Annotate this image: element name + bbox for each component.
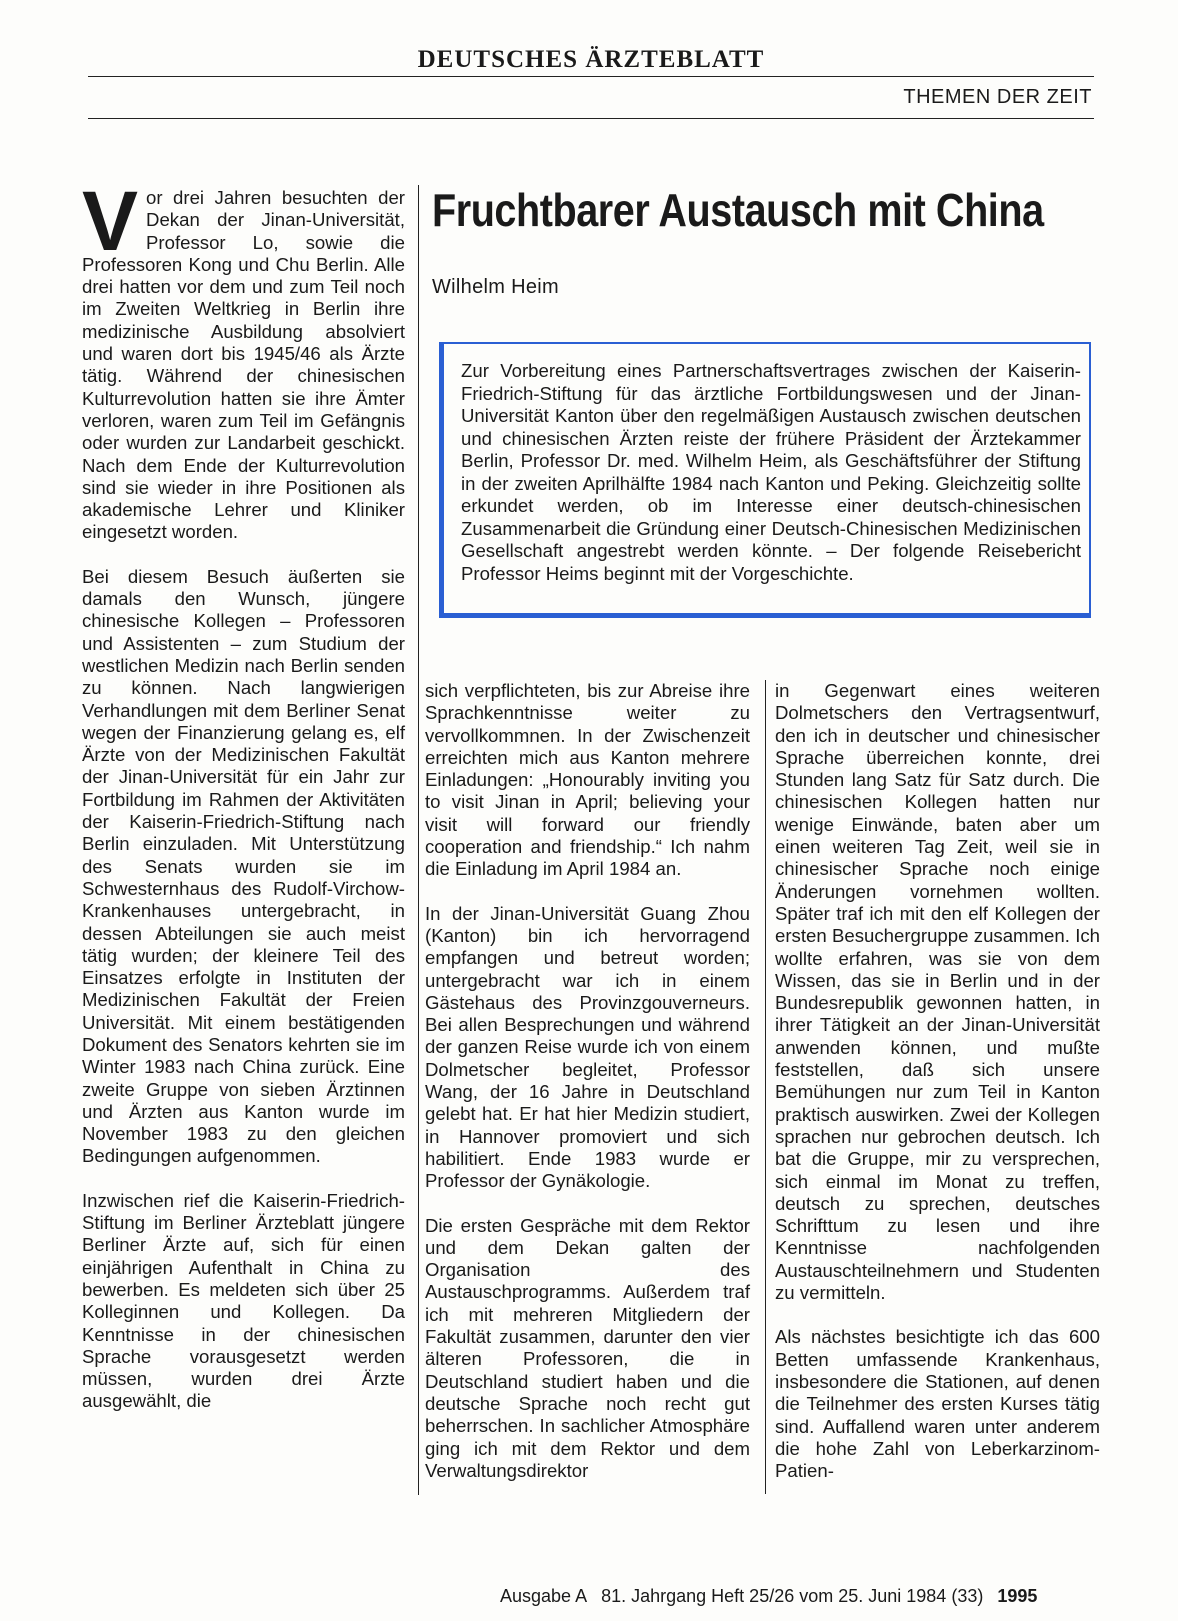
- page-number: 1995: [997, 1586, 1038, 1606]
- paragraph: Bei diesem Besuch äußerten sie damals den Wunsch, jüngere chinesische Kollegen – Professoren und Assistenten – zum Studium der westlichen Medizin nach Berlin senden zu können. Nach langwierigen Verhandlungen mit dem Berliner Senat wegen der Finanzierung gelang es, elf Ärzte von der Medizinischen Fakultät der Jinan-Universität für ein Jahr zur Fortbildung im Rahmen der Aktivitäten der Kaiserin-Friedrich-Stiftung nach Berlin einzuladen. Mit Unterstützung des Senats wurden sie im Schwesternhaus des Rudolf-Virchow-Krankenhauses untergebracht, in dessen Abteilungen sie auch meist tätig wurden; der kleinere Teil des Einsatzes erfolgte in Instituten der Medizinischen Fakultät der Freien Universität. Mit einem bestätigenden Dokument des Senators kehrten sie im Winter 1983 nach China zurück. Eine zweite Gruppe von sieben Ärztinnen und Ärzten aus Kanton wurde im November 1983 zu den gleichen Bedingungen aufgenommen.: [82, 565, 405, 1167]
- drop-cap: V: [82, 174, 139, 268]
- article-column-2: [425, 680, 750, 1504]
- article-column-1: [82, 174, 405, 1435]
- paragraph: Die ersten Gespräche mit dem Rektor und dem Dekan galten der Organisation des Austauschprogramms. Außerdem traf ich mit mehreren Mitgliedern der Fakultät zusammen, darunter den vier älteren Professoren, die in Deutschland studiert haben und die deutsche Sprache noch recht gut beherrschen. In sachlicher Atmosphäre ging ich mit dem Rektor und dem Verwaltungsdirektor: [425, 1214, 750, 1481]
- paragraph: Als nächstes besichtigte ich das 600 Betten umfassende Krankenhaus, insbesondere die Stationen, auf denen die Teilnehmer des ersten Kurses tätig sind. Auffallend waren unter anderem die hohe Zahl von Leberkarzinom-Patien-: [775, 1326, 1100, 1482]
- article-author: Wilhelm Heim: [432, 276, 559, 298]
- article-title: Fruchtbarer Austausch mit China: [432, 184, 1044, 236]
- column-divider-left: [418, 185, 419, 1495]
- paragraph: sich verpflichteten, bis zur Abreise ihre Sprachkenntnisse weiter zu vervollkommnen. In der Zwischenzeit erreichten mich aus Kanton mehrere Einladungen: „Honourably inviting you to visit Jinan in April; believing your visit will forward our friendly cooperation and friendship.“ Ich nahm die Einladung im April 1984 an.: [425, 680, 750, 880]
- masthead: DEUTSCHES ÄRZTEBLATT: [417, 46, 765, 73]
- intro-box-text: Zur Vorbereitung eines Partnerschaftsvertrages zwischen der Kaiserin-Friedrich-Stiftung für das ärztliche Fortbildungswesen und der Jinan-Universität Kanton über den regelmäßigen Austausch zwischen deutschen und chinesischen Ärzten reiste der frühere Präsident der Ärztekammer Berlin, Professor Dr. med. Wilhelm Heim, als Geschäftsführer der Stiftung in der zweiten Aprilhälfte 1984 nach Kanton und Peking. Gleichzeitig sollte erkundet werden, ob im Interesse einer deutsch-chinesischen Zusammenarbeit die Gründung einer Deutsch-Chinesischen Medizinischen Gesellschaft angestrebt werden könnte. – Der folgende Reisebericht Professor Heims beginnt mit der Vorgeschichte.: [461, 360, 1081, 584]
- paragraph: in Gegenwart eines weiteren Dolmetschers den Vertragsentwurf, den ich in deutscher und chinesischer Sprache überreichen konnte, drei Stunden lang Satz für Satz durch. Die chinesischen Kollegen hatten nur wenige Einwände, baten aber um einen weiteren Tag Zeit, weil sie in chinesischer Sprache noch einige Änderungen vornehmen wollten. Später traf ich mit den elf Kollegen der ersten Besuchergruppe zusammen. Ich wollte erfahren, was sie von dem Wissen, das sie in Berlin und in der Bundesrepublik gewonnen hatten, in ihrer Tätigkeit an der Jinan-Universität anwenden können, und mußte feststellen, daß sich unsere Bemühungen nur zum Teil in Kanton praktisch auswirken. Zwei der Kollegen sprachen nur gebrochen deutsch. Ich bat die Gruppe, mir zu versprechen, sich einmal im Monat zu treffen, deutsch zu sprechen, deutsches Schrifttum zu lesen und ihre Kenntnisse nachfolgenden Austauschteilnehmern und Studenten zu vermitteln.: [775, 680, 1100, 1304]
- masthead-rule: [88, 76, 1094, 77]
- section-label: THEMEN DER ZEIT: [903, 86, 1092, 108]
- section-rule: [88, 118, 1094, 119]
- page-footer: [500, 1586, 1037, 1607]
- column-divider-right: [765, 680, 766, 1494]
- issue-info: Ausgabe A 81. Jahrgang Heft 25/26 vom 25. Juni 1984 (33): [500, 1586, 984, 1606]
- article-column-3: [775, 680, 1100, 1504]
- paragraph: In der Jinan-Universität Guang Zhou (Kanton) bin ich hervorragend empfangen und betreut worden; untergebracht war ich in einem Gästehaus des Provinzgouverneurs. Bei allen Besprechungen und während der ganzen Reise wurde ich von einem Dolmetscher begleitet, Professor Wang, der 16 Jahre in Deutschland gelebt hat. Er hat hier Medizin studiert, in Hannover promoviert und sich habilitiert. Ende 1983 wurde er Professor der Gynäkologie.: [425, 902, 750, 1192]
- paragraph: Inzwischen rief die Kaiserin-Friedrich-Stiftung im Berliner Ärzteblatt jüngere Berliner Ärzte auf, sich für einen einjährigen Aufenthalt in China zu bewerben. Es meldeten sich über 25 Kolleginnen und Kollegen. Da Kenntnisse in der chinesischen Sprache vorausgesetzt werden müssen, wurden drei Ärzte ausgewählt, die: [82, 1189, 405, 1412]
- paragraph: Vor drei Jahren besuchten der Dekan der Jinan-Universität, Professor Lo, sowie die Professoren Kong und Chu Berlin. Alle drei hatten vor dem und zum Teil noch im Zweiten Weltkrieg in Berlin ihre medizinische Ausbildung absolviert und waren dort bis 1945/46 als Ärzte tätig. Während der chinesischen Kulturrevolution hatten sie ihre Ämter verloren, waren zum Teil im Gefängnis oder wurden zur Landarbeit geschickt. Nach dem Ende der Kulturrevolution sind sie wieder in ihre Positionen als akademische Lehrer und Kliniker eingesetzt worden.: [82, 174, 405, 543]
